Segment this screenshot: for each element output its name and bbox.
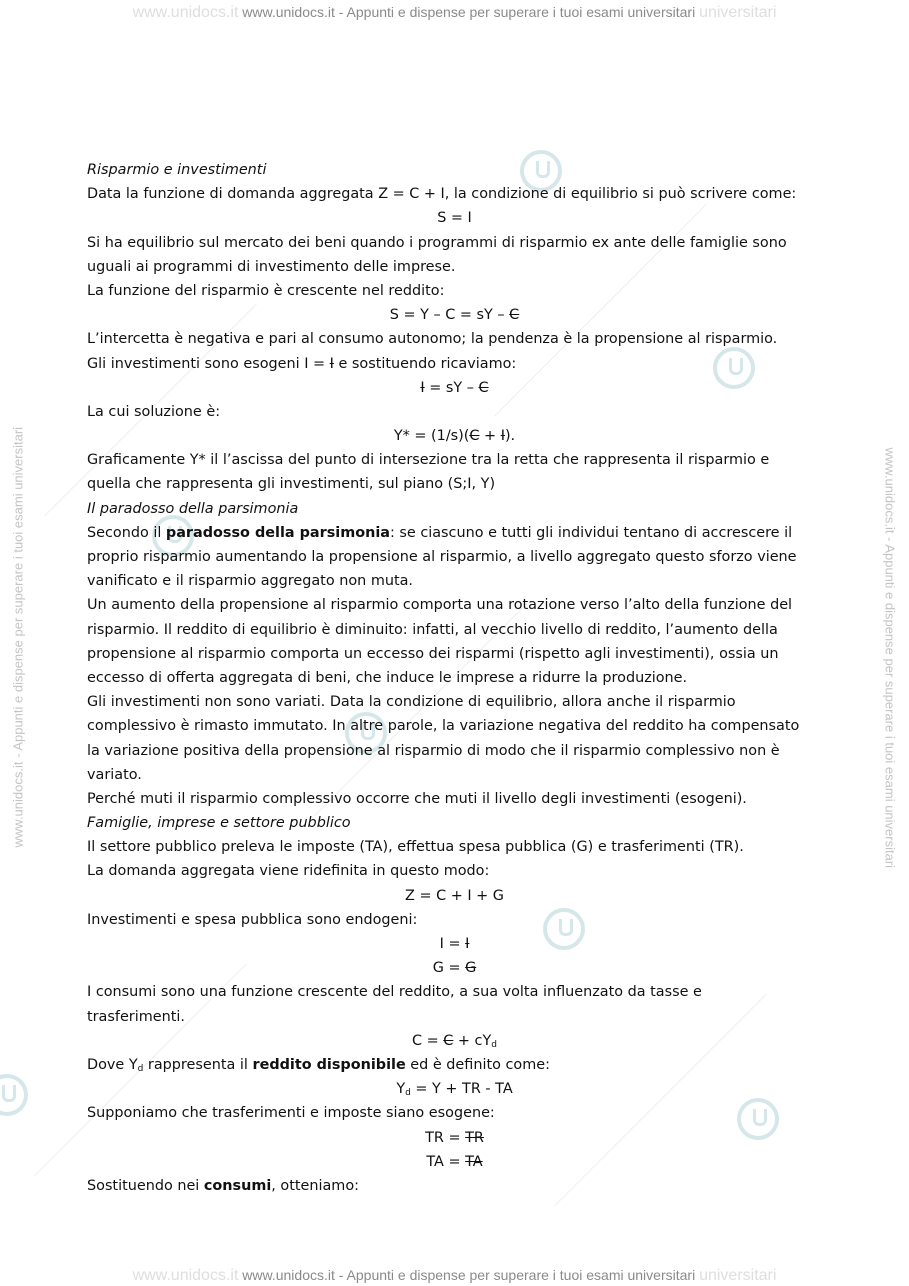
paragraph-line: quella che rappresenta gli investimenti, sul piano (S;I, Y) <box>87 476 496 493</box>
watermark-ghost-right: universitari <box>699 1267 777 1284</box>
equation-line: Z = C + I + G <box>405 887 504 904</box>
subscript: d <box>405 1088 411 1099</box>
equation-text: + cY <box>453 1032 492 1049</box>
autonomous-symbol: I <box>329 355 334 372</box>
watermark-footer <box>0 1267 909 1285</box>
watermark-ghost-left: www.unidocs.it <box>132 4 239 21</box>
autonomous-symbol: I <box>465 936 470 952</box>
paragraph-line: Data la funzione di domanda aggregata Z = C + I, la condizione di equilibrio si può scrivere come: <box>87 186 797 203</box>
equation-line <box>87 1150 822 1174</box>
text-span: e sostituendo ricaviamo: <box>333 355 517 372</box>
paragraph-line: La funzione del risparmio è crescente nel reddito: <box>87 282 445 299</box>
paragraph-line: trasferimenti. <box>87 1008 185 1025</box>
subscript: d <box>137 1063 144 1074</box>
paragraph-line: proprio risparmio aumentando la propensione al risparmio, a livello aggregato questo sforzo viene <box>87 549 797 565</box>
document-body <box>87 158 822 1198</box>
autonomous-symbol: TR <box>465 1129 484 1146</box>
subscript: d <box>491 1039 497 1050</box>
equation-line <box>87 1126 822 1150</box>
watermark-side-left: www.unidocs.it - Appunti e dispense per superare i tuoi esami universitari <box>10 426 26 848</box>
paragraph-line: Graficamente Y* il l’ascissa del punto di intersezione tra la retta che rappresenta il risparmio e <box>87 452 770 469</box>
paragraph-line: propensione al risparmio comporta un eccesso dei risparmi (rispetto agli investimenti), ossia un <box>87 645 779 662</box>
text-span: Sostituendo nei <box>87 1177 204 1194</box>
autonomous-symbol: C <box>478 379 489 396</box>
watermark-footer-text: www.unidocs.it - Appunti e dispense per superare i tuoi esami universitari <box>242 1267 696 1283</box>
paragraph-line: Si ha equilibrio sul mercato dei beni quando i programmi di risparmio ex ante delle famiglie sono <box>87 234 787 251</box>
equation-text: Y <box>396 1081 406 1098</box>
equation-line <box>87 1029 822 1053</box>
paragraph-line: eccesso di offerta aggregata di beni, che induce le imprese a ridurre la produzione. <box>87 669 688 686</box>
watermark-side-right: www.unidocs.it - Appunti e dispense per superare i tuoi esami universitari <box>882 447 898 869</box>
paragraph-line: Un aumento della propensione al risparmio comporta una rotazione verso l’alto della funzione del <box>87 597 793 614</box>
paragraph-line: complessivo è rimasto immutato. In altre parole, la variazione negativa del reddito ha compensato <box>87 718 800 735</box>
section-heading: Famiglie, imprese e settore pubblico <box>87 815 351 832</box>
equation-line <box>87 956 822 980</box>
autonomous-symbol: TA <box>465 1153 483 1170</box>
bold-term: paradosso della parsimonia <box>165 524 390 541</box>
paragraph-line: La domanda aggregata viene ridefinita in questo modo: <box>87 863 490 880</box>
autonomous-symbol: C <box>509 307 520 324</box>
equation-line <box>87 932 822 956</box>
bold-term: reddito disponibile <box>252 1056 406 1073</box>
paragraph-line: risparmio. Il reddito di equilibrio è diminuito: infatti, al vecchio livello di reddito, l’aumento della <box>87 621 778 638</box>
equation-text: C = <box>412 1032 444 1049</box>
bold-term: consumi <box>203 1177 272 1194</box>
paragraph-line: uguali ai programmi di investimento delle imprese. <box>87 258 456 275</box>
text-span: : se ciascuno e tutti gli individui tentano di accrescere il <box>389 524 793 541</box>
equation-text: I = <box>439 936 466 952</box>
autonomous-symbol: I <box>500 428 505 445</box>
equation-text: = sY – <box>424 379 479 396</box>
equation-line <box>87 376 822 400</box>
autonomous-symbol: G <box>465 960 477 977</box>
equation-text: TA = <box>426 1153 466 1170</box>
equation-text: ). <box>504 428 516 445</box>
watermark-header-text: www.unidocs.it - Appunti e dispense per superare i tuoi esami universitari <box>242 4 696 20</box>
paragraph-line: Investimenti e spesa pubblica sono endogeni: <box>87 911 418 928</box>
autonomous-symbol: I <box>420 379 425 396</box>
equation-text: = Y + TR - TA <box>410 1081 513 1098</box>
paragraph-line: La cui soluzione è: <box>87 403 221 420</box>
equation-line <box>87 1077 822 1101</box>
equation-text: TR = <box>425 1129 466 1146</box>
equation-text: + <box>479 428 501 445</box>
watermark-ghost-left: www.unidocs.it <box>132 1267 239 1284</box>
paragraph-line: la variazione positiva della propensione al risparmio di modo che il risparmio complessivo non è <box>87 742 780 759</box>
paragraph-line: Supponiamo che trasferimenti e imposte siano esogene: <box>87 1105 495 1122</box>
paragraph-line: I consumi sono una funzione crescente del reddito, a sua volta influenzato da tasse e <box>87 984 702 1001</box>
equation-text: G = <box>432 960 466 977</box>
paragraph-line: Gli investimenti non sono variati. Data la condizione di equilibrio, allora anche il risparmio <box>87 694 736 711</box>
equation-text: Y* = (1/s)( <box>393 428 470 445</box>
autonomous-symbol: C <box>469 428 480 445</box>
watermark-header <box>0 4 909 22</box>
paragraph-line: variato. <box>87 766 142 783</box>
paragraph-line: L’intercetta è negativa e pari al consumo autonomo; la pendenza è la propensione al risparmio. <box>87 331 778 348</box>
text-span: Dove Y <box>87 1056 138 1073</box>
autonomous-symbol: C <box>443 1032 454 1049</box>
paragraph-line: Perché muti il risparmio complessivo occorre che muti il livello degli investimenti (esogeni). <box>87 790 747 807</box>
section-heading: Risparmio e investimenti <box>87 162 267 178</box>
paragraph-line <box>87 352 822 376</box>
paragraph-line: vanificato e il risparmio aggregato non muta. <box>87 573 414 590</box>
watermark-ghost-right: universitari <box>699 4 777 21</box>
equation-line <box>87 303 822 327</box>
text-span: , otteniamo: <box>271 1177 359 1194</box>
text-span: ed è definito come: <box>405 1056 550 1073</box>
paragraph-line <box>87 1053 822 1077</box>
paragraph-line <box>87 1174 822 1198</box>
text-span: Secondo il <box>87 524 166 541</box>
equation-line: S = I <box>437 210 472 227</box>
section-heading: Il paradosso della parsimonia <box>87 500 299 517</box>
paragraph-line <box>87 521 822 545</box>
equation-text: S = Y – C = sY – <box>389 307 510 324</box>
text-span: Gli investimenti sono esogeni I = <box>87 355 330 372</box>
text-span: rappresenta il <box>143 1056 253 1073</box>
watermark-logo-icon <box>0 1074 28 1116</box>
paragraph-line: Il settore pubblico preleva le imposte (TA), effettua spesa pubblica (G) e trasferimenti (TR). <box>87 839 744 856</box>
equation-line <box>87 424 822 448</box>
